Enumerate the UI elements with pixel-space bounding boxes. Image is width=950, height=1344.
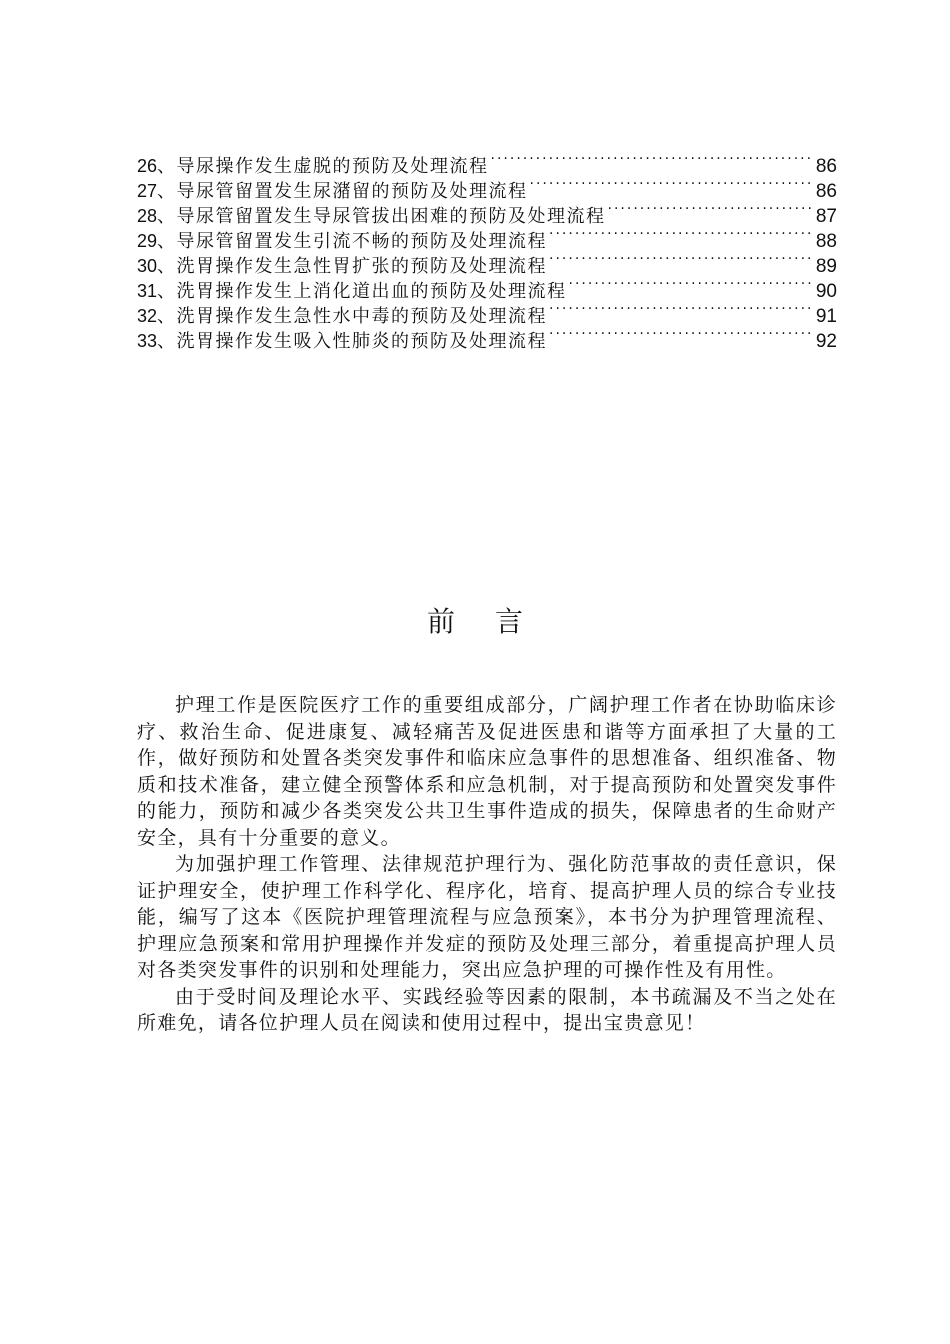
- toc-dot-leader: [608, 197, 814, 222]
- toc-dot-leader: [549, 247, 814, 272]
- toc-entry-number: 26: [137, 156, 158, 176]
- toc-entry-page: 89: [815, 256, 837, 277]
- table-of-contents: [137, 147, 837, 352]
- toc-entry-title: 、洗胃操作发生急性水中毒的预防及处理流程: [157, 306, 548, 327]
- preface-body: [137, 692, 837, 1037]
- toc-entry-title: 、导尿管留置发生导尿管拔出困难的预防及处理流程: [157, 206, 606, 227]
- toc-dot-leader: [549, 222, 814, 247]
- toc-entry-title: 、洗胃操作发生吸入性肺炎的预防及处理流程: [157, 331, 548, 352]
- preface-paragraph: 由于受时间及理论水平、实践经验等因素的限制，本书疏漏及不当之处在所难免，请各位护理人员在阅读和使用过程中，提出宝贵意见！: [137, 985, 837, 1034]
- toc-entry-page: 86: [815, 181, 837, 202]
- preface-paragraph: 为加强护理工作管理、法律规范护理行为、强化防范事故的责任意识，保证护理安全，使护理工作科学化、程序化，培育、提高护理人员的综合专业技能，编写了这本《医院护理管理流程与应急预案》，本书分为护理管理流程、护理应急预案和常用护理操作并发症的预防及处理三部分，着重提高护理人员对各类突发事件的识别和处理能力，突出应急护理的可操作性及有用性。: [137, 853, 837, 981]
- toc-entry-title: 、洗胃操作发生急性胃扩张的预防及处理流程: [157, 256, 548, 277]
- toc-entry-number: 33: [137, 331, 158, 351]
- toc-entry-number: 31: [137, 281, 158, 301]
- toc-entry-number: 30: [137, 256, 158, 276]
- toc-entry-number: 32: [137, 306, 158, 326]
- toc-entry-number: 29: [137, 231, 158, 251]
- toc-entry-number: 27: [137, 181, 158, 201]
- toc-entry-title: 、导尿管留置发生引流不畅的预防及处理流程: [157, 231, 548, 252]
- toc-entry-title: 、导尿管留置发生尿潴留的预防及处理流程: [157, 181, 528, 202]
- toc-dot-leader: [569, 272, 814, 297]
- toc-entry-page: 87: [815, 206, 837, 227]
- toc-entry-page: 91: [815, 306, 837, 327]
- toc-dot-leader: [549, 297, 814, 322]
- toc-entry[interactable]: [137, 147, 837, 177]
- preface-paragraph: 护理工作是医院医疗工作的重要组成部分，广阔护理工作者在协助临床诊疗、救治生命、促进康复、减轻痛苦及促进医患和谐等方面承担了大量的工作，做好预防和处置各类突发事件和临床应急事件的思想准备、组织准备、物质和技术准备，建立健全预警体系和应急机制，对于提高预防和处置突发事件的能力，预防和减少各类突发公共卫生事件造成的损失，保障患者的生命财产安全，具有十分重要的意义。: [137, 694, 837, 849]
- toc-dot-leader: [549, 322, 814, 347]
- toc-entry-title: 、洗胃操作发生上消化道出血的预防及处理流程: [157, 281, 567, 302]
- toc-dot-leader: [530, 172, 814, 197]
- toc-dot-leader: [491, 147, 814, 172]
- toc-entry-page: 86: [815, 156, 837, 177]
- toc-entry-page: 90: [815, 281, 837, 302]
- toc-entry-title: 、导尿操作发生虚脱的预防及处理流程: [157, 156, 489, 177]
- toc-entry-number: 28: [137, 206, 158, 226]
- preface-heading: 前言: [426, 605, 563, 638]
- toc-entry-page: 88: [815, 231, 837, 252]
- toc-entry-page: 92: [815, 331, 837, 352]
